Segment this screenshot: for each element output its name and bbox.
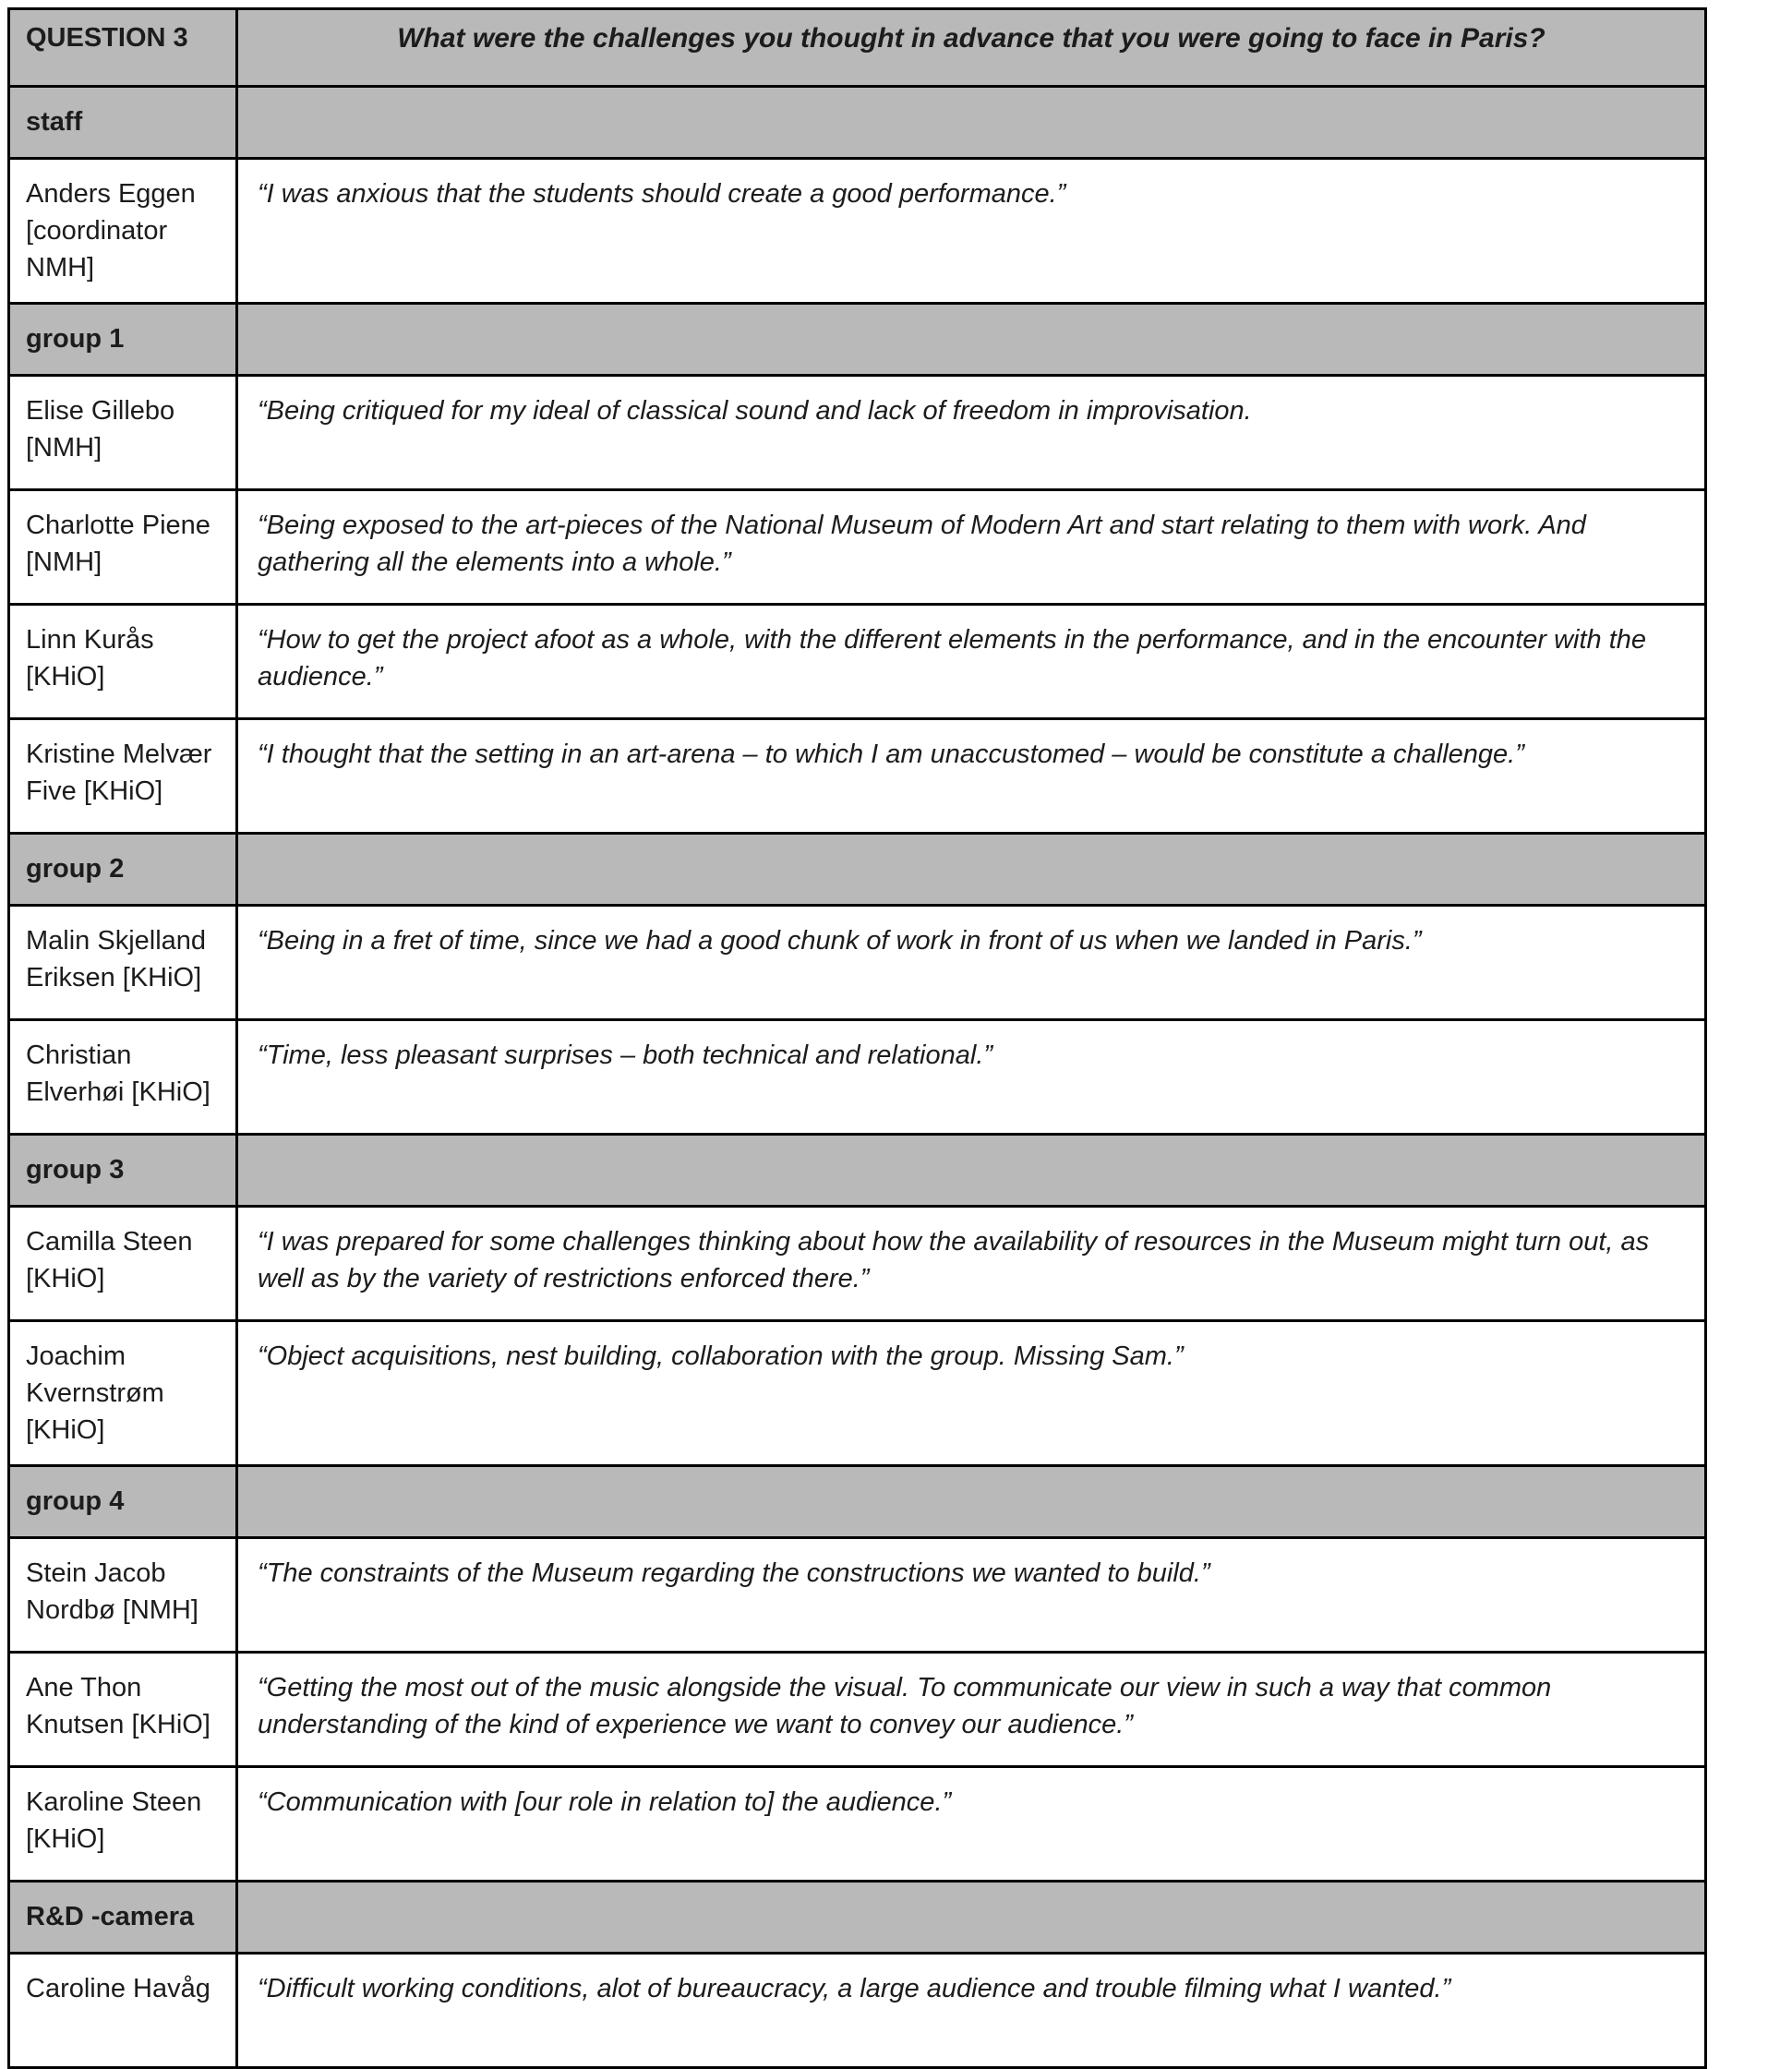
entry-row (9, 906, 1706, 1020)
respondent-name: Ane Thon Knutsen [KHiO] (9, 1653, 237, 1767)
respondent-quote: “Being in a fret of time, since we had a good chunk of work in front of us when we landed in Paris.” (237, 906, 1706, 1020)
section-row (9, 87, 1706, 159)
respondent-name: Joachim Kvernstrøm [KHiO] (9, 1321, 237, 1466)
section-spacer (237, 1135, 1706, 1207)
section-label: staff (9, 87, 237, 159)
section-row (9, 1466, 1706, 1538)
respondent-quote: “Communication with [our role in relation to] the audience.” (237, 1767, 1706, 1882)
section-label: group 2 (9, 834, 237, 906)
section-row (9, 304, 1706, 376)
question-text: What were the challenges you thought in advance that you were going to face in Paris? (237, 9, 1706, 87)
respondent-quote: “Being exposed to the art-pieces of the National Museum of Modern Art and start relating to them with work. And gathering all the elements into a whole.” (237, 490, 1706, 605)
respondent-name: Camilla Steen [KHiO] (9, 1207, 237, 1321)
section-row (9, 1135, 1706, 1207)
respondent-quote: “Difficult working conditions, alot of bureaucracy, a large audience and trouble filming what I wanted.” (237, 1954, 1706, 2068)
entry-row (9, 719, 1706, 834)
respondent-quote: “How to get the project afoot as a whole, with the different elements in the performance, and in the encounter with the audience.” (237, 605, 1706, 719)
section-label: group 4 (9, 1466, 237, 1538)
respondent-name: Kristine Melvær Five [KHiO] (9, 719, 237, 834)
entry-row (9, 159, 1706, 304)
section-spacer (237, 304, 1706, 376)
entry-row (9, 1954, 1706, 2068)
respondent-quote: “The constraints of the Museum regarding the constructions we wanted to build.” (237, 1538, 1706, 1653)
respondent-name: Charlotte Piene [NMH] (9, 490, 237, 605)
entry-row (9, 1321, 1706, 1466)
entry-row (9, 1653, 1706, 1767)
respondent-name: Linn Kurås [KHiO] (9, 605, 237, 719)
table-body (9, 9, 1706, 2068)
entry-row (9, 1538, 1706, 1653)
entry-row (9, 490, 1706, 605)
section-spacer (237, 834, 1706, 906)
section-row (9, 834, 1706, 906)
respondent-name: Christian Elverhøi [KHiO] (9, 1020, 237, 1135)
respondent-quote: “Getting the most out of the music alongside the visual. To communicate our view in such a way that common understanding of the kind of experience we want to convey our audience.” (237, 1653, 1706, 1767)
entry-row (9, 376, 1706, 490)
table-header-row (9, 9, 1706, 87)
respondent-name: Elise Gillebo [NMH] (9, 376, 237, 490)
section-label: group 3 (9, 1135, 237, 1207)
respondent-quote: “I was prepared for some challenges thinking about how the availability of resources in the Museum might turn out, as well as by the variety of restrictions enforced there.” (237, 1207, 1706, 1321)
question-table (7, 7, 1707, 2069)
respondent-name: Anders Eggen [coordinator NMH] (9, 159, 237, 304)
section-label: group 1 (9, 304, 237, 376)
question-number-label: QUESTION 3 (9, 9, 237, 87)
entry-row (9, 1207, 1706, 1321)
entry-row (9, 1767, 1706, 1882)
respondent-quote: “Being critiqued for my ideal of classical sound and lack of freedom in improvisation. (237, 376, 1706, 490)
respondent-name: Stein Jacob Nordbø [NMH] (9, 1538, 237, 1653)
respondent-quote: “Object acquisitions, nest building, collaboration with the group. Missing Sam.” (237, 1321, 1706, 1466)
entry-row (9, 605, 1706, 719)
section-spacer (237, 1882, 1706, 1954)
respondent-name: Caroline Havåg (9, 1954, 237, 2068)
respondent-name: Malin Skjelland Eriksen [KHiO] (9, 906, 237, 1020)
section-label: R&D -camera (9, 1882, 237, 1954)
respondent-quote: “I thought that the setting in an art-arena – to which I am unaccustomed – would be constitute a challenge.” (237, 719, 1706, 834)
section-spacer (237, 1466, 1706, 1538)
respondent-quote: “Time, less pleasant surprises – both technical and relational.” (237, 1020, 1706, 1135)
section-spacer (237, 87, 1706, 159)
respondent-quote: “I was anxious that the students should create a good performance.” (237, 159, 1706, 304)
section-row (9, 1882, 1706, 1954)
entry-row (9, 1020, 1706, 1135)
respondent-name: Karoline Steen [KHiO] (9, 1767, 237, 1882)
